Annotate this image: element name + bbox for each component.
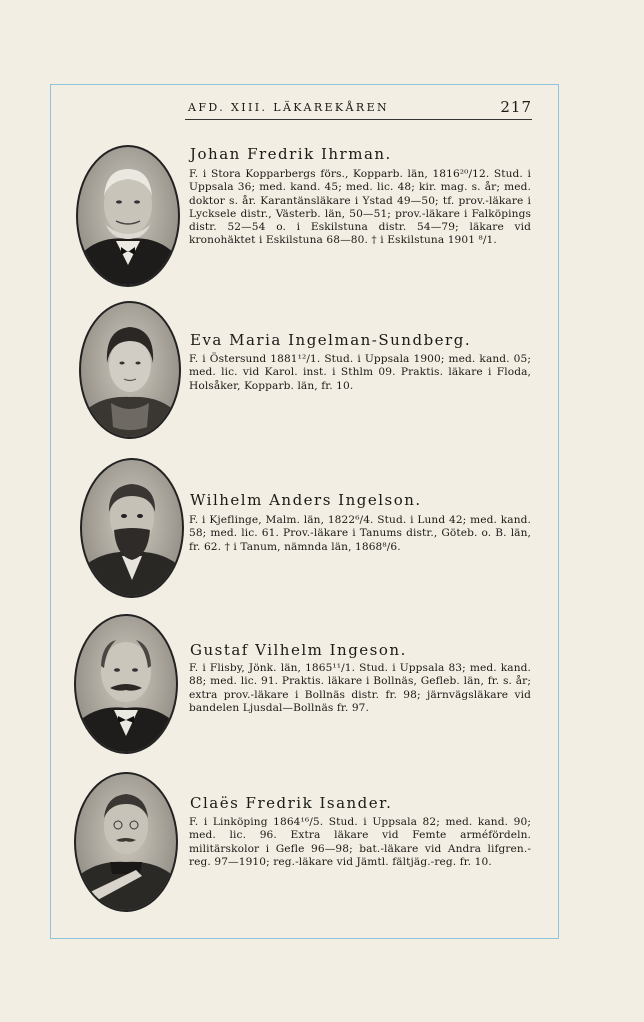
portrait-photo: [80, 458, 184, 598]
person-name: Johan Fredrik Ihrman.: [190, 145, 392, 163]
portrait-photo: [79, 301, 181, 439]
portrait-photo: [76, 145, 180, 287]
person-name: Eva Maria Ingelman-Sundberg.: [190, 331, 472, 349]
person-name: Gustaf Vilhelm Ingeson.: [190, 641, 407, 659]
section-title: AFD. XIII. LÄKAREKÅREN: [188, 101, 390, 114]
person-bio: F. i Kjeflinge, Malm. län, 1822⁶/4. Stud. i Lund 42; med. kand. 58; med. lic. 61. Prov.-läkare i Tanums distr., Göteb. o. B. län, fr. 62. † i Tanum, nämnda län, 1868⁸/6.: [189, 514, 531, 553]
portrait-photo: [74, 614, 178, 754]
portrait-photo: [74, 772, 178, 912]
person-bio: F. i Stora Kopparbergs förs., Kopparb. län, 1816²⁰/12. Stud. i Uppsala 36; med. kand. 45; med. lic. 48; kir. mag. s. år; med. doktor s. år. Karantänsläkare i Ystad 49—50; tf. prov.-läkare i Lycksele distr., Västerb. län, 50—51; prov.-läkare i Falköpings distr. 52—54 o. i Eskilstuna distr. 54—79; läkare vid kronohäktet i Eskilstuna 68—80. † i Eskilstuna 1901 ⁸/1.: [189, 168, 531, 247]
page-number: 217: [500, 98, 532, 116]
person-bio: F. i Östersund 1881¹²/1. Stud. i Uppsala 1900; med. kand. 05; med. lic. vid Karol. inst. i Sthlm 09. Praktis. läkare i Floda, Holsåker, Kopparb. län, fr. 10.: [189, 353, 531, 392]
person-bio: F. i Linköping 1864¹⁶/5. Stud. i Uppsala 82; med. kand. 90; med. lic. 96. Extra läkare vid Femte arméfördeln. militärskolor i Gefle 96—98; bat.-läkare vid Andra lifgren.-reg. 97—1910; reg.-läkare vid Jämtl. fältjäg.-reg. fr. 10.: [189, 816, 531, 868]
header-rule: [185, 119, 532, 120]
person-name: Wilhelm Anders Ingelson.: [190, 491, 422, 509]
person-bio: F. i Flisby, Jönk. län, 1865¹¹/1. Stud. i Uppsala 83; med. kand. 88; med. lic. 91. Praktis. läkare i Bollnäs, Gefleb. län, fr. s. år; extra prov.-läkare i Bollnäs distr. fr. 98; järnvägsläkare vid bandelen Ljusdal—Bollnäs fr. 97.: [189, 662, 531, 714]
running-header: [188, 98, 532, 118]
person-name: Claës Fredrik Isander.: [190, 794, 393, 812]
